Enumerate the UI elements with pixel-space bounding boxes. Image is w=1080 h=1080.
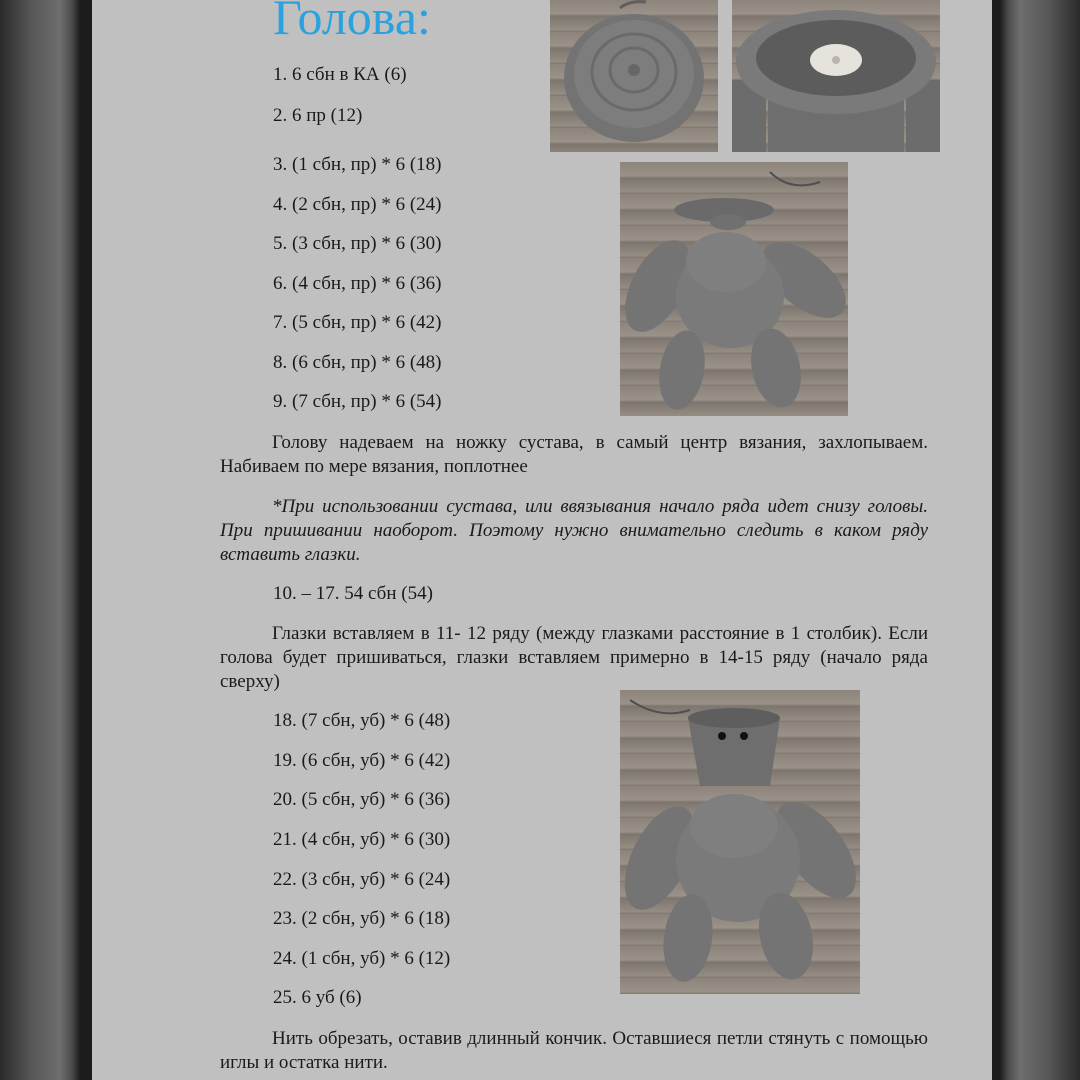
pattern-row: 5. (3 сбн, пр) * 6 (30)	[273, 233, 442, 254]
pattern-row: 7. (5 сбн, пр) * 6 (42)	[273, 312, 442, 333]
pattern-row: 22. (3 сбн, уб) * 6 (24)	[273, 869, 451, 890]
pattern-row: 1. 6 сбн в КА (6)	[273, 64, 407, 85]
pattern-row: 21. (4 сбн, уб) * 6 (30)	[273, 829, 451, 850]
pattern-row: 20. (5 сбн, уб) * 6 (36)	[273, 789, 451, 810]
pattern-row: 25. 6 уб (6)	[273, 987, 362, 1008]
pattern-row: 4. (2 сбн, пр) * 6 (24)	[273, 194, 442, 215]
pattern-row: 10. – 17. 54 сбн (54)	[273, 583, 433, 604]
pattern-row: 24. (1 сбн, уб) * 6 (12)	[273, 948, 451, 969]
pattern-row: 6. (4 сбн, пр) * 6 (36)	[273, 273, 442, 294]
photo-body-with-joint	[620, 162, 848, 416]
pattern-row: 2. 6 пр (12)	[273, 105, 363, 126]
pattern-row: 3. (1 сбн, пр) * 6 (18)	[273, 154, 442, 175]
page-title: Голова:	[273, 0, 431, 45]
document-page	[92, 0, 992, 1080]
note-paragraph: *При использовании сустава, или ввязывания начало ряда идет снизу головы. При пришивании наоборот. Поэтому нужно внимательно следить в каком ряду вставить глазки.	[220, 496, 928, 565]
ending-paragraph: Нить обрезать, оставив длинный кончик. Оставшиеся петли стянуть с помощью иглы и остатка нити.	[220, 1028, 928, 1073]
instruction-paragraph: Голову надеваем на ножку сустава, в самый центр вязания, захлопываем. Набиваем по мере вязания, поплотнее	[220, 432, 928, 477]
photo-bear-with-head	[620, 690, 860, 994]
pattern-row: 19. (6 сбн, уб) * 6 (42)	[273, 750, 451, 771]
photo-head-with-joint	[732, 0, 940, 152]
eyes-paragraph: Глазки вставляем в 11- 12 ряду (между глазками расстояние в 1 столбик). Если голова будет пришиваться, глазки вставляем примерно в 14-15 ряду (начало ряда сверху)	[220, 623, 928, 692]
photo-knitted-circle	[550, 0, 718, 152]
pattern-row: 9. (7 сбн, пр) * 6 (54)	[273, 391, 442, 412]
pattern-row: 23. (2 сбн, уб) * 6 (18)	[273, 908, 451, 929]
pattern-row: 8. (6 сбн, пр) * 6 (48)	[273, 352, 442, 373]
pattern-row: 18. (7 сбн, уб) * 6 (48)	[273, 710, 451, 731]
